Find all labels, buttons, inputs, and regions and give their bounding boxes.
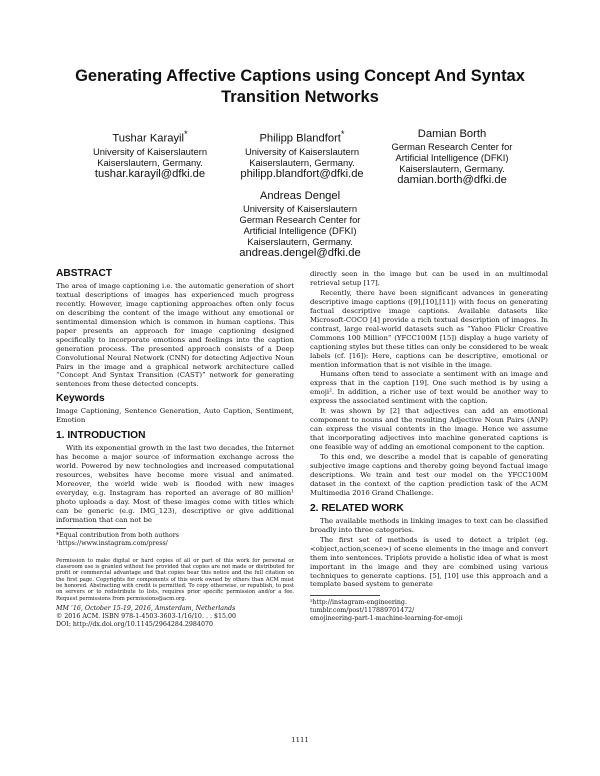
intro-heading: 1. INTRODUCTION [56, 430, 146, 442]
page-number: 1111 [291, 736, 309, 744]
footnote[interactable]: ¹https://www.instagram.com/press/ [56, 539, 168, 547]
right-paragraph: Recently, there have been significant advances in generating descriptive image captions ([9],[10],[11]) with focus on generating factual descriptive image captions. Available datasets like Microsoft-COCO [4] provide a rich textual description of images. In contrast, large real-world datasets such as “Yahoo Flickr Creative Commons 100 Million” (YFCC100M [15]) display a huge variety of captioning styles but these titles can only be considered to be weak labels (cf. [16]): Here, captions can be descriptive, emotional or mention information that is not visible in the image. [310, 288, 548, 369]
paper-title: Generating Affective Captions using Concept And Syntax Transition Networks [75, 67, 525, 106]
keywords-heading: Keywords [56, 393, 105, 405]
abstract-heading: ABSTRACT [56, 268, 113, 279]
author-email[interactable]: andreas.dengel@dfki.de [239, 247, 361, 259]
author-mark: * [340, 129, 345, 139]
author-affiliation: University of Kaiserslautern [92, 145, 208, 157]
footnote: *Equal contribution from both authors [56, 531, 179, 539]
author-affiliation: Artificial Intelligence (DFKI) [395, 152, 509, 163]
author-email[interactable]: damian.borth@dfki.de [397, 174, 507, 186]
keywords-text: Image Captioning, Sentence Generation, Auto Caption, Sentiment, Emotion [56, 407, 294, 425]
author-email[interactable]: tushar.karayil@dfki.de [94, 167, 206, 180]
related-work-heading: 2. RELATED WORK [310, 502, 404, 514]
author-affiliation: Artificial Intelligence (DFKI) [243, 225, 357, 236]
author-block-2 [222, 128, 382, 181]
venue-line: MM ’16, October 15-19, 2016, Amsterdam, Netherlands [56, 604, 236, 612]
doi-line[interactable]: DOI: http://dx.doi.org/10.1145/2964284.2984070 [56, 620, 213, 628]
copyright-line: © 2016 ACM. ISBN 978-1-4503-3603-1/16/10. . . $15.00 [56, 612, 236, 620]
footnote-url[interactable]: tumblr.com/post/117889701472/ [310, 607, 415, 615]
right-column [310, 270, 548, 623]
abstract-text: The area of image captioning i.e. the automatic generation of short textual descriptions of images has experienced much progress recently. However, image captioning approaches often only focus on describing the content of the image without any emotional or sentimental dimension which is common in human captions. This paper presents an approach for image captioning designed specifically to incorporate emotions and feelings into the caption generation process. The presented approach consists of a Deep Convolutional Neural Network (CNN) for detecting Adjective Noun Pairs in the image and a graphical network architecture called “Concept And Syntax Transition (CAST)” network for generating sentences from these detected concepts. [56, 281, 294, 389]
footnote-url[interactable]: ²http://instagram-engineering. [310, 599, 407, 607]
author-affiliation: German Research Center for [239, 214, 361, 225]
author-affiliation: University of Kaiserslautern [244, 145, 360, 157]
intro-paragraph: With its exponential growth in the last two decades, the Internet has become a major source of information exchange across the world. Powered by new technologies and increased computational resources, websites have become more visual and animated. Moreover, the world wide web is flooded with new images everyday, e.g. Instagram has reported an average of 80 million¹ photo uploads a day. Most of these images come with titles which can be generic (e.g. IMG_123), descriptive or give additional information that can not be [56, 444, 294, 524]
author-name: Damian Borth [417, 128, 487, 140]
author-affiliation: Kaiserslautern, Germany. [247, 236, 353, 247]
author-block-4 [220, 190, 380, 260]
footnote-url[interactable]: emojineering-part-1-machine-learning-for-emoji [310, 615, 463, 623]
permission-notice: Permission to make digital or hard copies of all or part of this work for personal or classroom use is granted without fee provided that copies are not made or distributed for profit or commercial advantage and that copies bear this notice and the full citation on the first page. Copyrights for components of this work owned by others than ACM must be honored. Abstracting with credit is permitted. To copy otherwise, or republish, to post on servers or to redistribute to lists, requires prior specific permission and/or a fee. Request permissions from permissions@acm.org. [56, 557, 294, 602]
author-affiliation: Kaiserslautern, Germany. [97, 156, 203, 168]
author-affiliation: University of Kaiserslautern [242, 203, 358, 214]
author-email[interactable]: philipp.blandfort@dfki.de [240, 167, 364, 180]
author-block-3 [372, 128, 532, 187]
author-name: Philipp Blandfort [259, 132, 341, 145]
right-paragraph: The available methods in linking images to text can be classified broadly into three categories. [310, 516, 548, 534]
left-column [56, 270, 294, 629]
right-paragraph: directly seen in the image but can be used in an multimodal retrieval setup [17]. [310, 270, 548, 287]
author-name: Andreas Dengel [259, 190, 341, 202]
author-name: Tushar Karayil [112, 132, 185, 145]
footnote-rule [310, 595, 380, 596]
right-paragraph: Humans often tend to associate a sentiment with an image and express that in the caption [19]. One such method is by using a emoji². In addition, a richer use of text would be another way to express the associated sentiment with the caption. [310, 370, 548, 406]
right-paragraph: The first set of methods is used to detect a triplet (eg. <object,action,scene>) of scene elements in the image and convert them into sentences. Triplets provide a holistic idea of what is most important in the image and they are combined using various techniques to generate captions. [5], [10] use this approach and a template based system to generate [310, 535, 548, 589]
author-block-1 [70, 128, 230, 181]
right-paragraph: To this end, we describe a model that is capable of generating subjective image captions and thereby going beyond factual image descriptions. We train and test our model on the YFCC100M dataset in the context of the caption prediction task of the ACM Multimedia 2016 Grand Challenge. [310, 453, 548, 497]
author-affiliation: German Research Center for [391, 141, 513, 152]
author-affiliation: Kaiserslautern, Germany. [249, 156, 355, 168]
author-affiliation: Kaiserslautern, Germany. [399, 163, 505, 174]
footnote-rule [56, 528, 126, 529]
right-paragraph: It was shown by [2] that adjectives can add an emotional component to nouns and the resulting Adjective Noun Pairs (ANP) can express the visual contents in the image. Hence we assume that incorporating adjectives into machine generated captions is one feasible way of adding an emotional component to the caption. [310, 407, 548, 452]
author-mark: * [184, 129, 188, 139]
